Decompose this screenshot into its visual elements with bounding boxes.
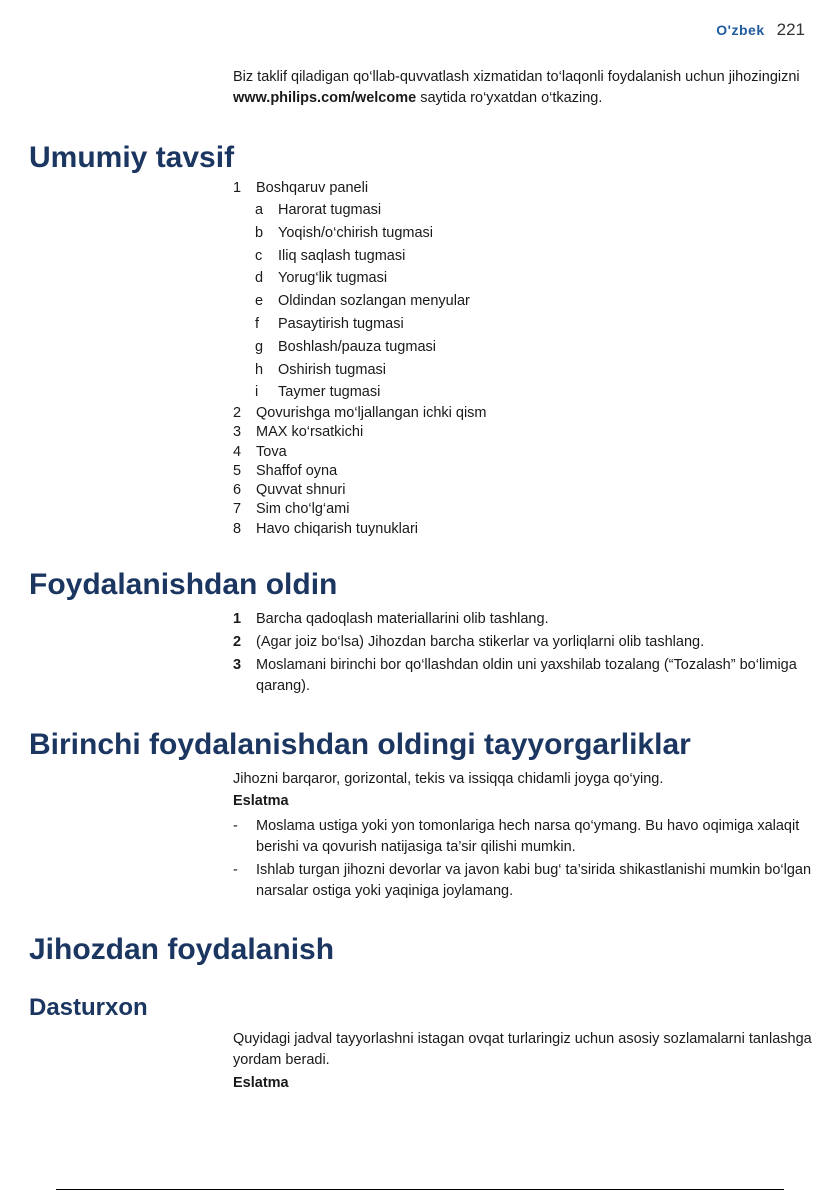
step-number: 2 bbox=[233, 634, 242, 650]
page-number: 221 bbox=[776, 20, 805, 39]
item-letter: c bbox=[255, 247, 263, 264]
item-label: Quvvat shnuri bbox=[256, 482, 346, 499]
language-label: O'zbek bbox=[716, 22, 765, 38]
list-item bbox=[233, 816, 813, 858]
note-text: Ishlab turgan jihozni devorlar va javon kabi bug‘ ta’sirida shikastlanishi mumkin bo‘lgan narsalar ostiga yoki yaqiniga joylamang. bbox=[256, 862, 812, 899]
item-letter: g bbox=[255, 338, 264, 355]
list-item bbox=[255, 359, 470, 382]
welcome-link[interactable]: www.philips.com/welcome bbox=[233, 90, 417, 106]
bullet-dash: - bbox=[233, 818, 238, 834]
item-label: Qovurishga mo‘ljallangan ichki qism bbox=[256, 405, 487, 421]
item-number: 2 bbox=[233, 405, 242, 421]
item-number: 8 bbox=[233, 520, 242, 537]
item-label: Yorug‘lik tugmasi bbox=[278, 270, 388, 287]
item-label: Boshlash/pauza tugmasi bbox=[278, 338, 436, 355]
item-label: Harorat tugmasi bbox=[278, 202, 382, 218]
footer-divider bbox=[56, 1189, 784, 1190]
item-number: 6 bbox=[233, 482, 242, 499]
step-number: 1 bbox=[233, 611, 242, 627]
intro-text-after: saytida ro‘yxatdan o‘tkazing. bbox=[416, 90, 603, 106]
overview-title: Umumiy tavsif bbox=[29, 141, 235, 174]
list-item bbox=[255, 313, 470, 336]
item-number: 1 bbox=[233, 180, 242, 196]
list-item bbox=[233, 423, 813, 442]
item-label: MAX ko‘rsatkichi bbox=[256, 424, 364, 441]
item-number: 4 bbox=[233, 443, 242, 460]
step-number: 3 bbox=[233, 657, 242, 673]
item-label: Yoqish/o‘chirish tugmasi bbox=[278, 224, 434, 241]
list-item bbox=[255, 267, 470, 290]
overview-list-top bbox=[233, 177, 813, 199]
step-text: Barcha qadoqlash materiallarini olib tashlang. bbox=[256, 611, 549, 627]
usage-title: Jihozdan foydalanish bbox=[29, 933, 335, 966]
usage-subtitle: Dasturxon bbox=[29, 994, 148, 1021]
bullet-dash: - bbox=[233, 862, 238, 878]
item-number: 3 bbox=[233, 424, 242, 441]
usage-note-label: Eslatma bbox=[233, 1075, 289, 1091]
item-label: Tova bbox=[256, 443, 287, 460]
before-use-steps bbox=[233, 609, 813, 699]
list-item bbox=[233, 443, 813, 462]
list-item bbox=[233, 177, 813, 199]
preparation-note-label: Eslatma bbox=[233, 793, 289, 809]
item-label: Sim cho‘lg‘ami bbox=[256, 501, 350, 518]
item-letter: a bbox=[255, 202, 264, 218]
list-item bbox=[233, 609, 813, 630]
item-label: Taymer tugmasi bbox=[278, 384, 381, 401]
item-label: Havo chiqarish tuynuklari bbox=[256, 520, 418, 537]
list-item bbox=[233, 632, 813, 653]
list-item bbox=[233, 520, 813, 539]
before-use-title: Foydalanishdan oldin bbox=[29, 568, 338, 601]
note-text: Moslama ustiga yoki yon tomonlariga hech narsa qo‘ymang. Bu havo oqimiga xalaqit berishi va qovurish natijasiga ta’sir qilishi mumkin. bbox=[256, 818, 800, 855]
item-label: Pasaytirish tugmasi bbox=[278, 315, 404, 332]
step-text: Moslamani birinchi bor qo‘llashdan oldin uni yaxshilab tozalang (“Tozalash” bo‘limiga qarang). bbox=[256, 657, 797, 694]
item-letter: i bbox=[255, 384, 259, 401]
list-item bbox=[255, 199, 470, 222]
list-item bbox=[255, 245, 470, 268]
item-label: Shaffof oyna bbox=[256, 462, 338, 479]
item-letter: b bbox=[255, 224, 264, 241]
item-letter: e bbox=[255, 293, 264, 310]
item-number: 7 bbox=[233, 501, 242, 518]
preparation-title: Birinchi foydalanishdan oldingi tayyorgarliklar bbox=[29, 728, 691, 761]
item-number: 5 bbox=[233, 462, 242, 479]
overview-list-bottom bbox=[233, 404, 813, 539]
list-item bbox=[233, 462, 813, 481]
preparation-notes bbox=[233, 816, 813, 904]
list-item bbox=[233, 404, 813, 423]
intro-text-before: Biz taklif qiladigan qo‘llab-quvvatlash xizmatidan to‘laqonli foydalanish uchun jihozingizni bbox=[233, 69, 800, 85]
control-panel-sublist bbox=[255, 199, 470, 404]
list-item bbox=[255, 336, 470, 359]
intro-paragraph bbox=[233, 67, 813, 109]
step-text: (Agar joiz bo‘lsa) Jihozdan barcha stikerlar va yorliqlarni olib tashlang. bbox=[256, 634, 705, 650]
item-letter: h bbox=[255, 361, 264, 378]
list-item bbox=[233, 860, 813, 902]
list-item bbox=[255, 381, 470, 404]
usage-text: Quyidagi jadval tayyorlashni istagan ovqat turlaringiz uchun asosiy sozlamalarni tanlashga yordam beradi. bbox=[233, 1031, 812, 1068]
list-item bbox=[233, 655, 813, 697]
page-header bbox=[716, 20, 805, 44]
item-letter: d bbox=[255, 270, 264, 287]
list-item bbox=[255, 222, 470, 245]
item-letter: f bbox=[255, 315, 260, 332]
item-label: Iliq saqlash tugmasi bbox=[278, 247, 406, 264]
list-item bbox=[255, 290, 470, 313]
preparation-text: Jihozni barqaror, gorizontal, tekis va issiqqa chidamli joyga qo‘ying. bbox=[233, 771, 664, 787]
item-label: Boshqaruv paneli bbox=[256, 180, 369, 196]
list-item bbox=[233, 500, 813, 519]
item-label: Oldindan sozlangan menyular bbox=[278, 293, 470, 310]
list-item bbox=[233, 481, 813, 500]
item-label: Oshirish tugmasi bbox=[278, 361, 386, 378]
